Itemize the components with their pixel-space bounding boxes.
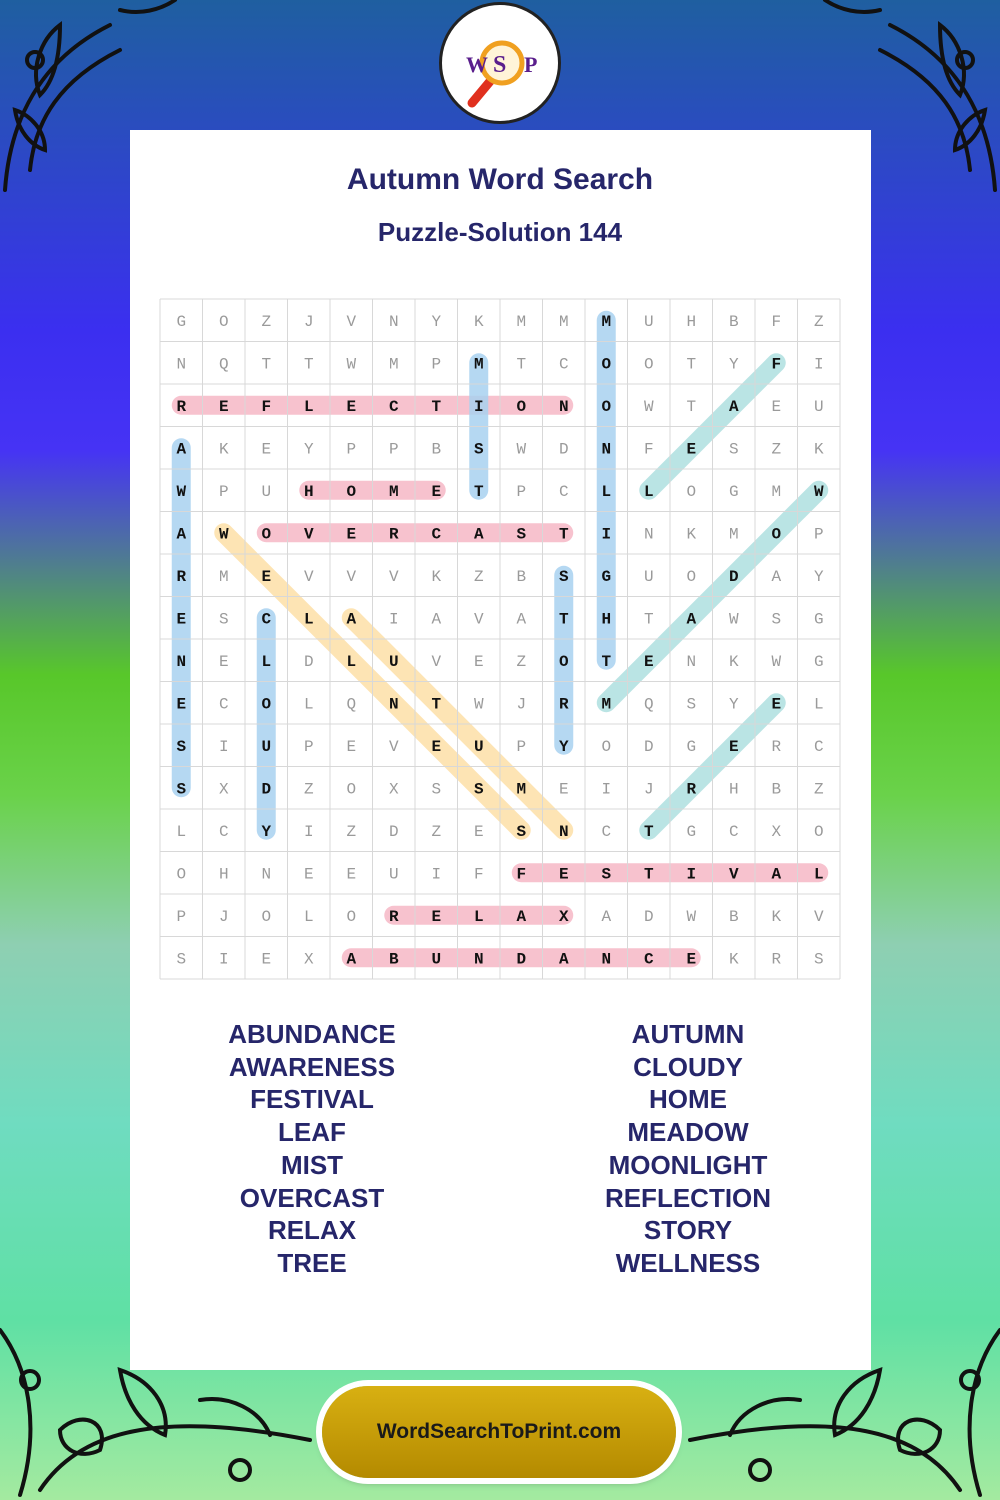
grid-cell: D [643, 907, 654, 926]
grid-cell: E [261, 950, 272, 969]
grid-cell: T [643, 610, 654, 629]
grid-cell: S [771, 610, 782, 629]
grid-cell: O [176, 865, 187, 884]
grid-cell: G [601, 567, 612, 586]
grid-cell: Y [558, 737, 569, 756]
grid-cell: J [218, 907, 229, 926]
grid-cell: L [813, 865, 824, 884]
grid-cell: R [771, 950, 782, 969]
grid-cell: G [813, 610, 824, 629]
grid-cell: N [601, 950, 612, 969]
grid-cell: S [516, 822, 527, 841]
grid-cell: N [643, 525, 654, 544]
grid-cell: I [218, 737, 229, 756]
grid-cell: H [728, 780, 739, 799]
grid-cell: I [431, 865, 442, 884]
grid-cell: U [473, 737, 484, 756]
grid-cell: S [686, 695, 697, 714]
grid-cell: T [643, 822, 654, 841]
grid-cell: A [771, 865, 782, 884]
grid-cell: E [346, 397, 357, 416]
grid-cell: E [176, 695, 187, 714]
grid-cell: A [431, 610, 442, 629]
grid-cell: A [601, 907, 612, 926]
grid-cell: E [643, 652, 654, 671]
grid-cell: V [388, 567, 399, 586]
grid-cell: C [728, 822, 739, 841]
grid-cell: H [218, 865, 229, 884]
grid-cell: A [516, 610, 527, 629]
grid-cell: K [813, 440, 824, 459]
grid-cell: P [303, 737, 314, 756]
grid-cell: V [303, 567, 314, 586]
page-subtitle: Puzzle-Solution 144 [377, 217, 623, 247]
grid-cell: C [261, 610, 272, 629]
grid-cell: C [218, 822, 229, 841]
grid-cell: M [558, 312, 569, 331]
word-list-item: AUTUMN [631, 1019, 745, 1049]
word-list-item: REFLECTION [604, 1182, 772, 1213]
grid-cell: M [601, 312, 612, 331]
grid-cell: N [601, 440, 612, 459]
grid-cell: M [516, 780, 527, 799]
grid-cell: U [261, 482, 272, 501]
grid-cell: Z [431, 822, 442, 841]
grid-cell: F [261, 397, 272, 416]
grid-cell: L [303, 610, 314, 629]
grid-cell: E [473, 822, 484, 841]
grid-cell: Z [261, 312, 272, 331]
grid-cell: V [813, 907, 824, 926]
word-list-item: MIST [280, 1149, 344, 1180]
grid-cell: N [261, 865, 272, 884]
grid-cell: O [218, 312, 229, 331]
grid-cell: A [728, 397, 739, 416]
grid-cell: R [176, 397, 187, 416]
grid-cell: S [728, 440, 739, 459]
grid-cell: I [686, 865, 697, 884]
grid-cell: E [176, 610, 187, 629]
word-list-right [518, 1018, 858, 1280]
grid-cell: L [176, 822, 187, 841]
grid-cell: T [643, 865, 654, 884]
grid-cell: C [643, 950, 654, 969]
grid-cell: W [686, 907, 697, 926]
grid-cell: B [728, 907, 739, 926]
grid-cell: K [728, 950, 739, 969]
grid-cell: F [771, 355, 782, 374]
grid-cell: C [431, 525, 442, 544]
grid-cell: M [388, 482, 399, 501]
grid-cell: Y [261, 822, 272, 841]
grid-cell: B [388, 950, 399, 969]
grid-cell: N [176, 355, 187, 374]
word-list-item: CLOUDY [633, 1051, 743, 1082]
grid-cell: E [303, 865, 314, 884]
grid-cell: T [686, 355, 697, 374]
word-list-item: AWARENESS [228, 1051, 396, 1082]
grid-cell: H [686, 312, 697, 331]
grid-cell: C [558, 482, 569, 501]
grid-cell: N [388, 695, 399, 714]
grid-cell: K [728, 652, 739, 671]
grid-cell: A [516, 907, 527, 926]
grid-cell: P [218, 482, 229, 501]
grid-cell: S [176, 950, 187, 969]
grid-cell: V [473, 610, 484, 629]
grid-cell: E [771, 397, 782, 416]
word-list-item: MOONLIGHT [608, 1149, 768, 1180]
grid-cell: E [431, 907, 442, 926]
word-list-item: FESTIVAL [250, 1084, 374, 1115]
grid-cell: C [601, 822, 612, 841]
grid-cell: P [388, 440, 399, 459]
grid-cell: D [516, 950, 527, 969]
grid-cell: L [303, 397, 314, 416]
grid-cell: U [388, 865, 399, 884]
grid-cell: M [728, 525, 739, 544]
grid-cell: E [346, 525, 357, 544]
grid-cell: L [601, 482, 612, 501]
grid-cell: C [218, 695, 229, 714]
grid-cell: M [473, 355, 484, 374]
grid-cell: N [473, 950, 484, 969]
grid-cell: O [601, 355, 612, 374]
grid-cell: S [813, 950, 824, 969]
grid-cell: I [813, 355, 824, 374]
grid-cell: G [686, 737, 697, 756]
grid-cell: N [176, 652, 187, 671]
word-list-item: RELAX [267, 1215, 357, 1246]
grid-cell: Z [813, 312, 824, 331]
grid-cell: T [431, 695, 442, 714]
grid-cell: A [558, 950, 569, 969]
grid-cell: K [473, 312, 484, 331]
grid-cell: Z [516, 652, 527, 671]
website-button[interactable] [322, 1386, 676, 1478]
grid-cell: P [813, 525, 824, 544]
grid-cell: A [346, 610, 357, 629]
grid-cell: O [686, 482, 697, 501]
grid-cell: C [813, 737, 824, 756]
grid-cell: N [388, 312, 399, 331]
website-label: WordSearchToPrint.com [376, 1420, 622, 1443]
word-list-item: HOME [649, 1084, 727, 1115]
grid-cell: I [473, 397, 484, 416]
grid-cell: S [176, 780, 187, 799]
grid-cell: A [473, 525, 484, 544]
grid-cell: W [516, 440, 527, 459]
grid-cell: W [813, 482, 824, 501]
grid-cell: W [176, 482, 187, 501]
grid-cell: E [728, 737, 739, 756]
grid-cell: N [686, 652, 697, 671]
grid-cell: D [558, 440, 569, 459]
grid-cell: U [431, 950, 442, 969]
word-list-item: OVERCAST [239, 1182, 385, 1213]
grid-cell: J [303, 312, 314, 331]
grid-cell: Z [771, 440, 782, 459]
grid-cell: Y [813, 567, 824, 586]
grid-cell: A [686, 610, 697, 629]
grid-cell: Y [728, 695, 739, 714]
grid-cell: W [218, 525, 229, 544]
grid-cell: X [218, 780, 229, 799]
grid-cell: O [601, 737, 612, 756]
grid-cell: E [558, 780, 569, 799]
grid-cell: U [388, 652, 399, 671]
grid-cell: P [516, 482, 527, 501]
grid-cell: L [303, 695, 314, 714]
grid-cell: T [473, 482, 484, 501]
grid-cell: T [516, 355, 527, 374]
word-list-item: MEADOW [627, 1117, 749, 1148]
grid-cell: V [388, 737, 399, 756]
grid-cell: O [346, 780, 357, 799]
logo-letter-s: S [493, 52, 507, 78]
grid-cell: L [261, 652, 272, 671]
word-list-item: ABUNDANCE [228, 1019, 396, 1049]
page-title: Autumn Word Search [346, 163, 654, 196]
grid-cell: J [643, 780, 654, 799]
grid-cell: L [346, 652, 357, 671]
grid-cell: X [303, 950, 314, 969]
grid-cell: V [431, 652, 442, 671]
grid-cell: X [388, 780, 399, 799]
grid-cell: D [388, 822, 399, 841]
grid-cell: M [601, 695, 612, 714]
grid-cell: W [346, 355, 357, 374]
grid-cell: E [431, 482, 442, 501]
grid-cell: P [431, 355, 442, 374]
grid-cell: F [643, 440, 654, 459]
word-list-item: TREE [277, 1247, 347, 1278]
grid-cell: T [686, 397, 697, 416]
grid-cell: E [346, 865, 357, 884]
grid-cell: W [771, 652, 782, 671]
grid-cell: F [473, 865, 484, 884]
word-list-left [142, 1018, 482, 1280]
grid-cell: K [771, 907, 782, 926]
grid-cell: G [728, 482, 739, 501]
grid-cell: L [303, 907, 314, 926]
grid-cell: T [558, 525, 569, 544]
grid-cell: U [643, 567, 654, 586]
grid-cell: I [218, 950, 229, 969]
grid-cell: Q [218, 355, 229, 374]
grid-cell: V [346, 312, 357, 331]
grid-cell: Q [643, 695, 654, 714]
word-list-item: LEAF [278, 1117, 346, 1148]
grid-cell: O [261, 907, 272, 926]
grid-cell: Y [728, 355, 739, 374]
grid-cell: U [813, 397, 824, 416]
grid-cell: O [643, 355, 654, 374]
grid-cell: E [218, 652, 229, 671]
logo-letter-p: P [524, 52, 538, 77]
grid-cell: H [601, 610, 612, 629]
grid-cell: G [176, 312, 187, 331]
grid-cell: O [516, 397, 527, 416]
grid-cell: O [686, 567, 697, 586]
grid-cell: Z [473, 567, 484, 586]
grid-cell: V [728, 865, 739, 884]
grid-cell: L [473, 907, 484, 926]
grid-cell: W [473, 695, 484, 714]
grid-cell: O [813, 822, 824, 841]
grid-cell: C [388, 397, 399, 416]
grid-cell: R [388, 525, 399, 544]
grid-cell: X [771, 822, 782, 841]
grid-cell: R [176, 567, 187, 586]
grid-cell: K [218, 440, 229, 459]
grid-cell: O [261, 525, 272, 544]
grid-cell: L [643, 482, 654, 501]
grid-cell: E [686, 950, 697, 969]
grid-cell: M [218, 567, 229, 586]
grid-cell: S [516, 525, 527, 544]
grid-cell: Y [303, 440, 314, 459]
grid-cell: A [771, 567, 782, 586]
grid-cell: M [771, 482, 782, 501]
grid-cell: O [346, 907, 357, 926]
grid-cell: O [558, 652, 569, 671]
grid-cell: U [261, 737, 272, 756]
grid-cell: M [388, 355, 399, 374]
grid-cell: E [346, 737, 357, 756]
grid-cell: D [728, 567, 739, 586]
grid-cell: S [601, 865, 612, 884]
grid-cell: V [346, 567, 357, 586]
word-list-item: WELLNESS [615, 1247, 761, 1278]
grid-cell: T [431, 397, 442, 416]
grid-cell: S [473, 780, 484, 799]
logo-letter-w: W [466, 52, 488, 77]
grid-cell: D [643, 737, 654, 756]
grid-cell: O [261, 695, 272, 714]
grid-cell: T [303, 355, 314, 374]
grid-cell: T [558, 610, 569, 629]
grid-cell: N [558, 397, 569, 416]
grid-cell: E [431, 737, 442, 756]
grid-cell: Z [346, 822, 357, 841]
grid-cell: C [558, 355, 569, 374]
grid-cell: I [303, 822, 314, 841]
grid-cell: B [516, 567, 527, 586]
grid-cell: A [346, 950, 357, 969]
grid-cell: K [686, 525, 697, 544]
grid-cell: E [473, 652, 484, 671]
grid-cell: T [601, 652, 612, 671]
grid-cell: R [388, 907, 399, 926]
grid-cell: O [346, 482, 357, 501]
grid-cell: X [558, 907, 569, 926]
grid-cell: O [601, 397, 612, 416]
grid-cell: Q [346, 695, 357, 714]
grid-cell: T [261, 355, 272, 374]
grid-cell: E [686, 440, 697, 459]
word-list-item: STORY [643, 1215, 733, 1246]
grid-cell: E [771, 695, 782, 714]
grid-cell: W [728, 610, 739, 629]
grid-cell: O [771, 525, 782, 544]
grid-cell: H [303, 482, 314, 501]
grid-cell: J [516, 695, 527, 714]
grid-cell: S [431, 780, 442, 799]
grid-cell: E [558, 865, 569, 884]
grid-cell: L [813, 695, 824, 714]
grid-cell: D [261, 780, 272, 799]
grid-cell: G [813, 652, 824, 671]
grid-cell: W [643, 397, 654, 416]
grid-cell: P [346, 440, 357, 459]
grid-cell: U [643, 312, 654, 331]
grid-cell: B [771, 780, 782, 799]
grid-cell: D [303, 652, 314, 671]
grid-cell: E [261, 440, 272, 459]
grid-cell: Y [431, 312, 442, 331]
grid-cell: F [516, 865, 527, 884]
grid-cell: I [601, 525, 612, 544]
grid-cell: I [601, 780, 612, 799]
grid-cell: A [176, 525, 187, 544]
grid-cell: M [516, 312, 527, 331]
grid-cell: B [431, 440, 442, 459]
grid-cell: F [771, 312, 782, 331]
grid-cell: R [686, 780, 697, 799]
grid-cell: P [176, 907, 187, 926]
grid-cell: P [516, 737, 527, 756]
grid-cell: R [558, 695, 569, 714]
grid-cell: B [728, 312, 739, 331]
grid-cell: A [176, 440, 187, 459]
grid-cell: S [218, 610, 229, 629]
grid-cell: V [303, 525, 314, 544]
grid-cell: S [473, 440, 484, 459]
grid-cell: Z [303, 780, 314, 799]
grid-cell: E [261, 567, 272, 586]
grid-cell: I [388, 610, 399, 629]
grid-cell: G [686, 822, 697, 841]
grid-cell: Z [813, 780, 824, 799]
grid-cell: N [558, 822, 569, 841]
grid-cell: E [218, 397, 229, 416]
grid-cell: S [558, 567, 569, 586]
grid-cell: S [176, 737, 187, 756]
grid-cell: K [431, 567, 442, 586]
grid-cell: R [771, 737, 782, 756]
